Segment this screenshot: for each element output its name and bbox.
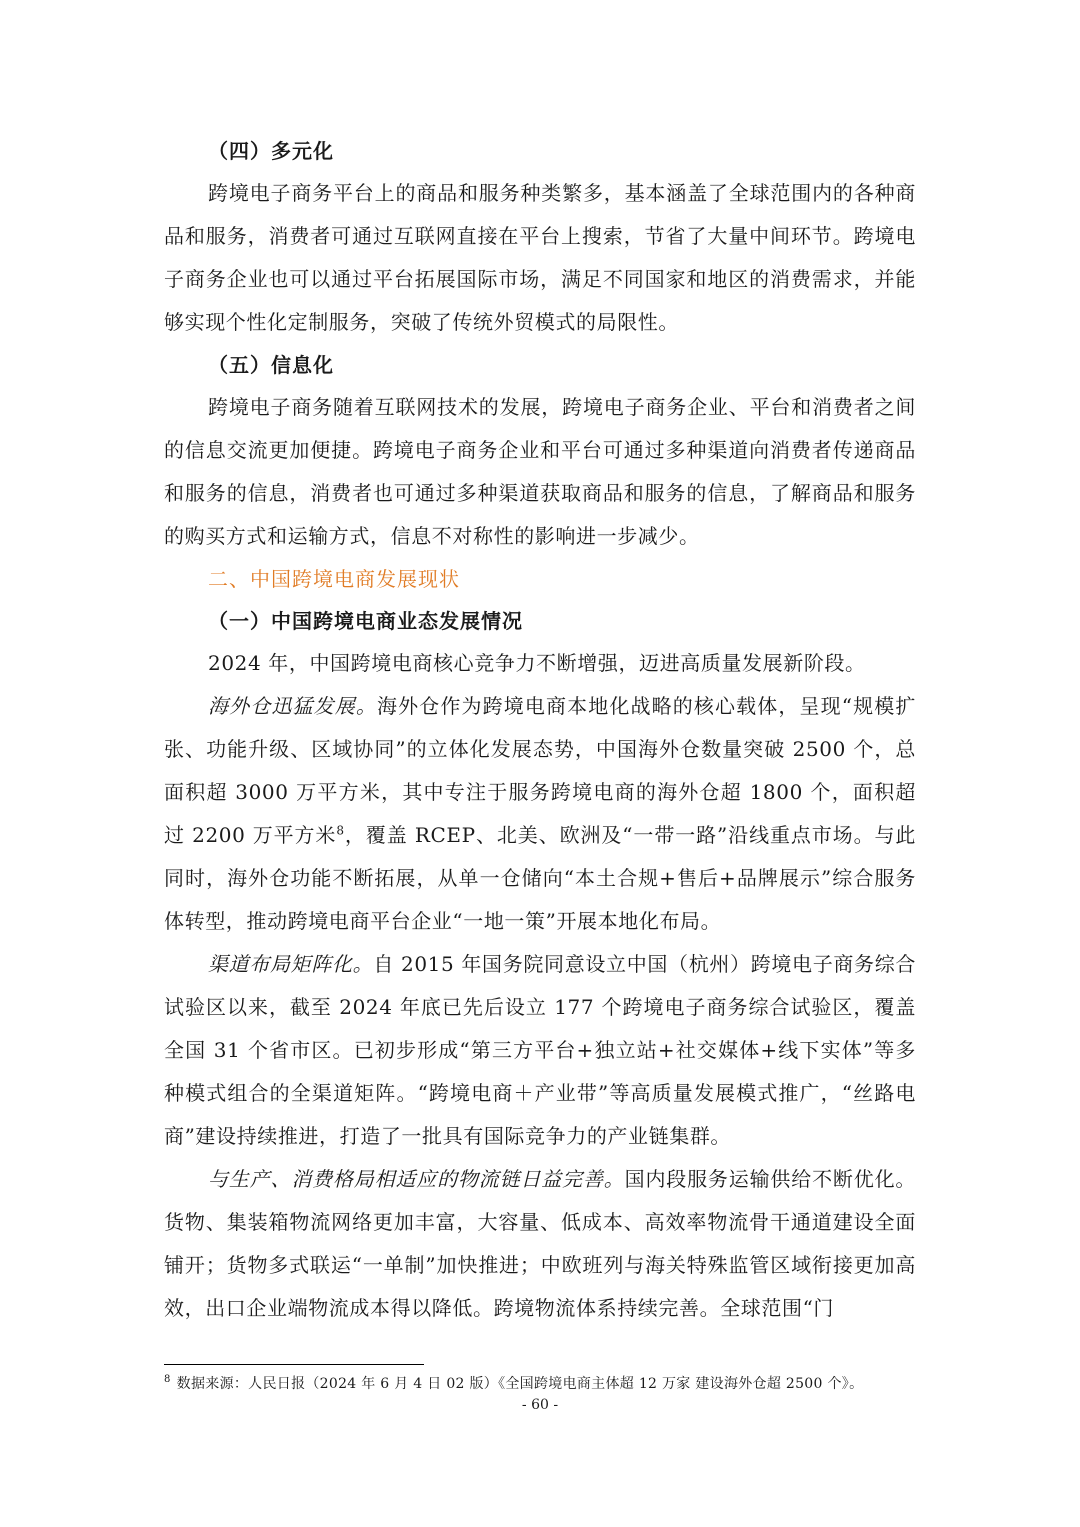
footnote	[164, 1374, 924, 1394]
section-heading-informatization: （五）信息化	[208, 353, 334, 377]
lead-logistics: 与生产、消费格局相适应的物流链日益完善。	[208, 1167, 625, 1191]
paragraph-overseas-warehouse	[164, 685, 916, 943]
page-number: - 60 -	[521, 1397, 559, 1413]
lead-overseas-warehouse: 海外仓迅猛发展。	[208, 694, 378, 718]
text-overseas-warehouse-a: 海外仓作为跨境电商本地化战略的核心载体，呈现“规模扩张、功能升级、区域协同”的立体化发展态势，中国海外仓数量突破 2500 个，总面积超 3000 万平方米，其中专注于服务跨境电商的海外仓超 1800 个，面积超过 2200 万平方米	[164, 694, 916, 847]
chapter-heading: 二、中国跨境电商发展现状	[208, 567, 460, 591]
text-overseas-warehouse-b: ，覆盖 RCEP、北美、欧洲及“一带一路”沿线重点市场。与此同时，海外仓功能不断拓展，从单一仓储向“本土合规+售后+品牌展示”综合服务体转型，推动跨境电商平台企业“一地一策”开展本地化布局。	[164, 823, 916, 933]
paragraph-intro: 2024 年，中国跨境电商核心竞争力不断增强，迈进高质量发展新阶段。	[208, 651, 866, 675]
lead-channel-layout: 渠道布局矩阵化。	[208, 952, 374, 976]
section-heading-diversification: （四）多元化	[208, 139, 334, 163]
subsection-heading: （一）中国跨境电商业态发展情况	[208, 609, 523, 633]
paragraph-channel-layout	[164, 943, 916, 1158]
page-body	[164, 130, 916, 1330]
footnote-text: 数据来源：人民日报（2024 年 6 月 4 日 02 版）《全国跨境电商主体超 12 万家 建设海外仓超 2500 个》。	[176, 1376, 864, 1392]
paragraph-logistics	[164, 1158, 916, 1330]
footnote-mark: 8	[164, 1374, 171, 1386]
footnote-divider	[164, 1364, 424, 1365]
text-logistics: 国内段服务运输供给不断优化。货物、集装箱物流网络更加丰富，大容量、低成本、高效率物流骨干通道建设全面铺开；货物多式联运“一单制”加快推进；中欧班列与海关特殊监管区域衔接更加高效，出口企业端物流成本得以降低。跨境物流体系持续完善。全球范围“门	[164, 1167, 917, 1320]
footnote-reference[interactable]: 8	[336, 823, 345, 838]
text-channel-layout: 自 2015 年国务院同意设立中国（杭州）跨境电子商务综合试验区以来，截至 2024 年底已先后设立 177 个跨境电子商务综合试验区，覆盖全国 31 个省市区。已初步形成“第三方平台+独立站+社交媒体+线下实体”等多种模式组合的全渠道矩阵。“跨境电商＋产业带”等高质量发展模式推广，“丝路电商”建设持续推进，打造了一批具有国际竞争力的产业链集群。	[164, 952, 916, 1148]
paragraph-diversification: 跨境电子商务平台上的商品和服务种类繁多，基本涵盖了全球范围内的各种商品和服务，消费者可通过互联网直接在平台上搜索，节省了大量中间环节。跨境电子商务企业也可以通过平台拓展国际市场，满足不同国家和地区的消费需求，并能够实现个性化定制服务，突破了传统外贸模式的局限性。	[164, 181, 916, 334]
paragraph-informatization: 跨境电子商务随着互联网技术的发展，跨境电子商务企业、平台和消费者之间的信息交流更加便捷。跨境电子商务企业和平台可通过多种渠道向消费者传递商品和服务的信息，消费者也可通过多种渠道获取商品和服务的信息，了解商品和服务的购买方式和运输方式，信息不对称性的影响进一步减少。	[164, 395, 916, 548]
